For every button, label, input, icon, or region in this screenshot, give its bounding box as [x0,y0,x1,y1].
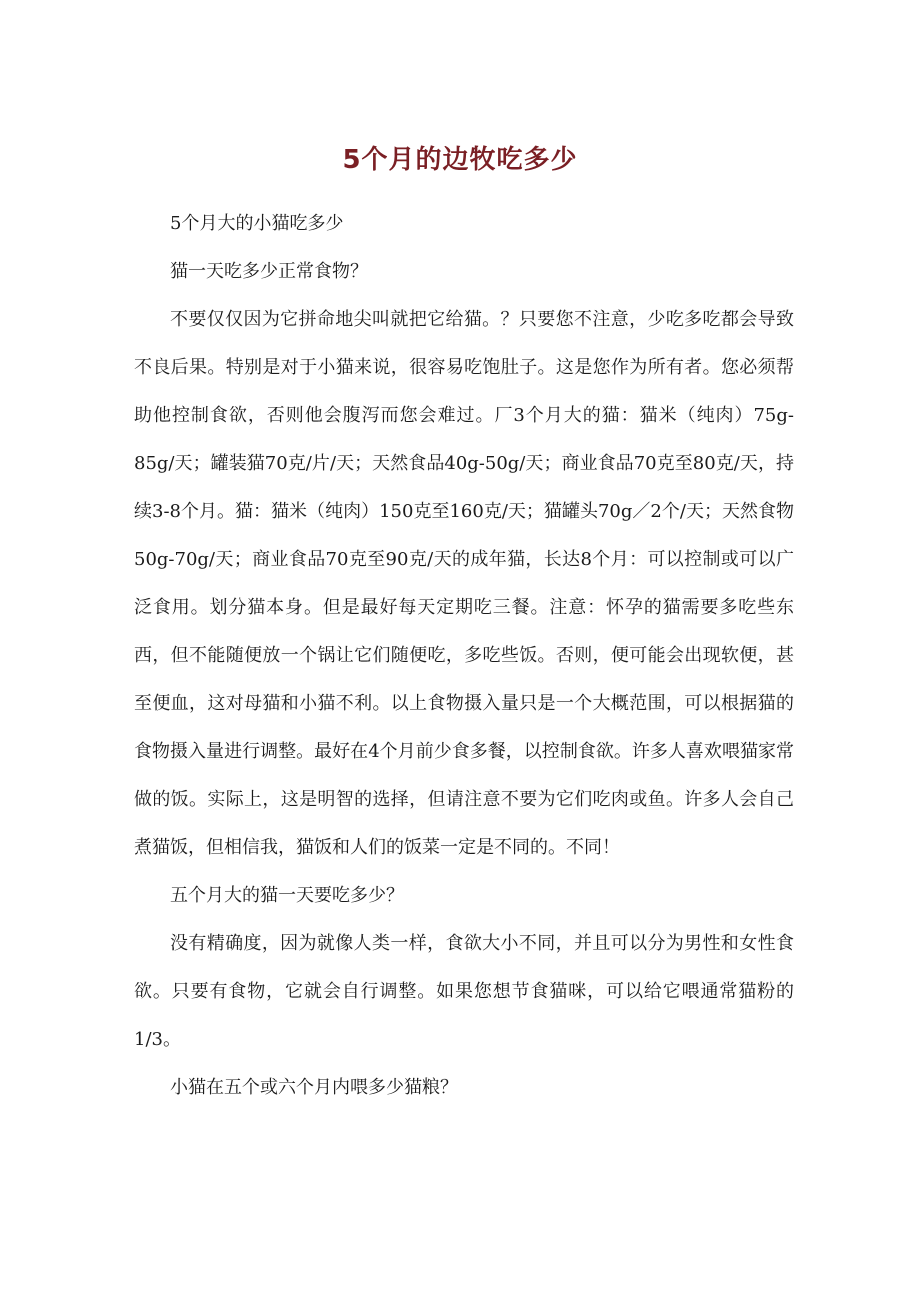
paragraph-5: 没有精确度，因为就像人类一样，食欲大小不同，并且可以分为男性和女性食欲。只要有食物，它就会自行调整。如果您想节食猫咪，可以给它喂通常猫粉的1/3。 [134,933,794,1050]
paragraph-2: 猫一天吃多少正常食物？ [170,261,368,282]
paragraph-6: 小猫在五个或六个月内喂多少猫粮？ [170,1077,458,1098]
page-title: 5个月的边牧吃多少 [342,145,578,176]
paragraph-4: 五个月大的猫一天要吃多少？ [170,885,404,906]
document-body [134,200,794,1112]
paragraph-3: 不要仅仅因为它拼命地尖叫就把它给猫。？只要您不注意，少吃多吃都会导致不良后果。特别是对于小猫来说，很容易吃饱肚子。这是您作为所有者。您必须帮助他控制食欲，否则他会腹泻而您会难过。厂3个月大的猫：猫米（纯肉）75g-85g/天；罐装猫70克/片/天；天然食品40g-50g/天；商业食品70克至80克/天，持续3-8个月。猫：猫米（纯肉）150克至160克/天；猫罐头70g／2个/天；天然食物50g-70g/天；商业食品70克至90克/天的成年猫，长达8个月：可以控制或可以广泛食用。划分猫本身。但是最好每天定期吃三餐。注意：怀孕的猫需要多吃些东西，但不能随便放一个锅让它们随便吃，多吃些饭。否则，便可能会出现软便，甚至便血，这对母猫和小猫不利。以上食物摄入量只是一个大概范围，可以根据猫的食物摄入量进行调整。最好在4个月前少食多餐，以控制食欲。许多人喜欢喂猫家常做的饭。实际上，这是明智的选择，但请注意不要为它们吃肉或鱼。许多人会自己煮猫饭，但相信我，猫饭和人们的饭菜一定是不同的。不同！ [134,309,794,858]
paragraph-1: 5个月大的小猫吃多少 [170,213,344,234]
